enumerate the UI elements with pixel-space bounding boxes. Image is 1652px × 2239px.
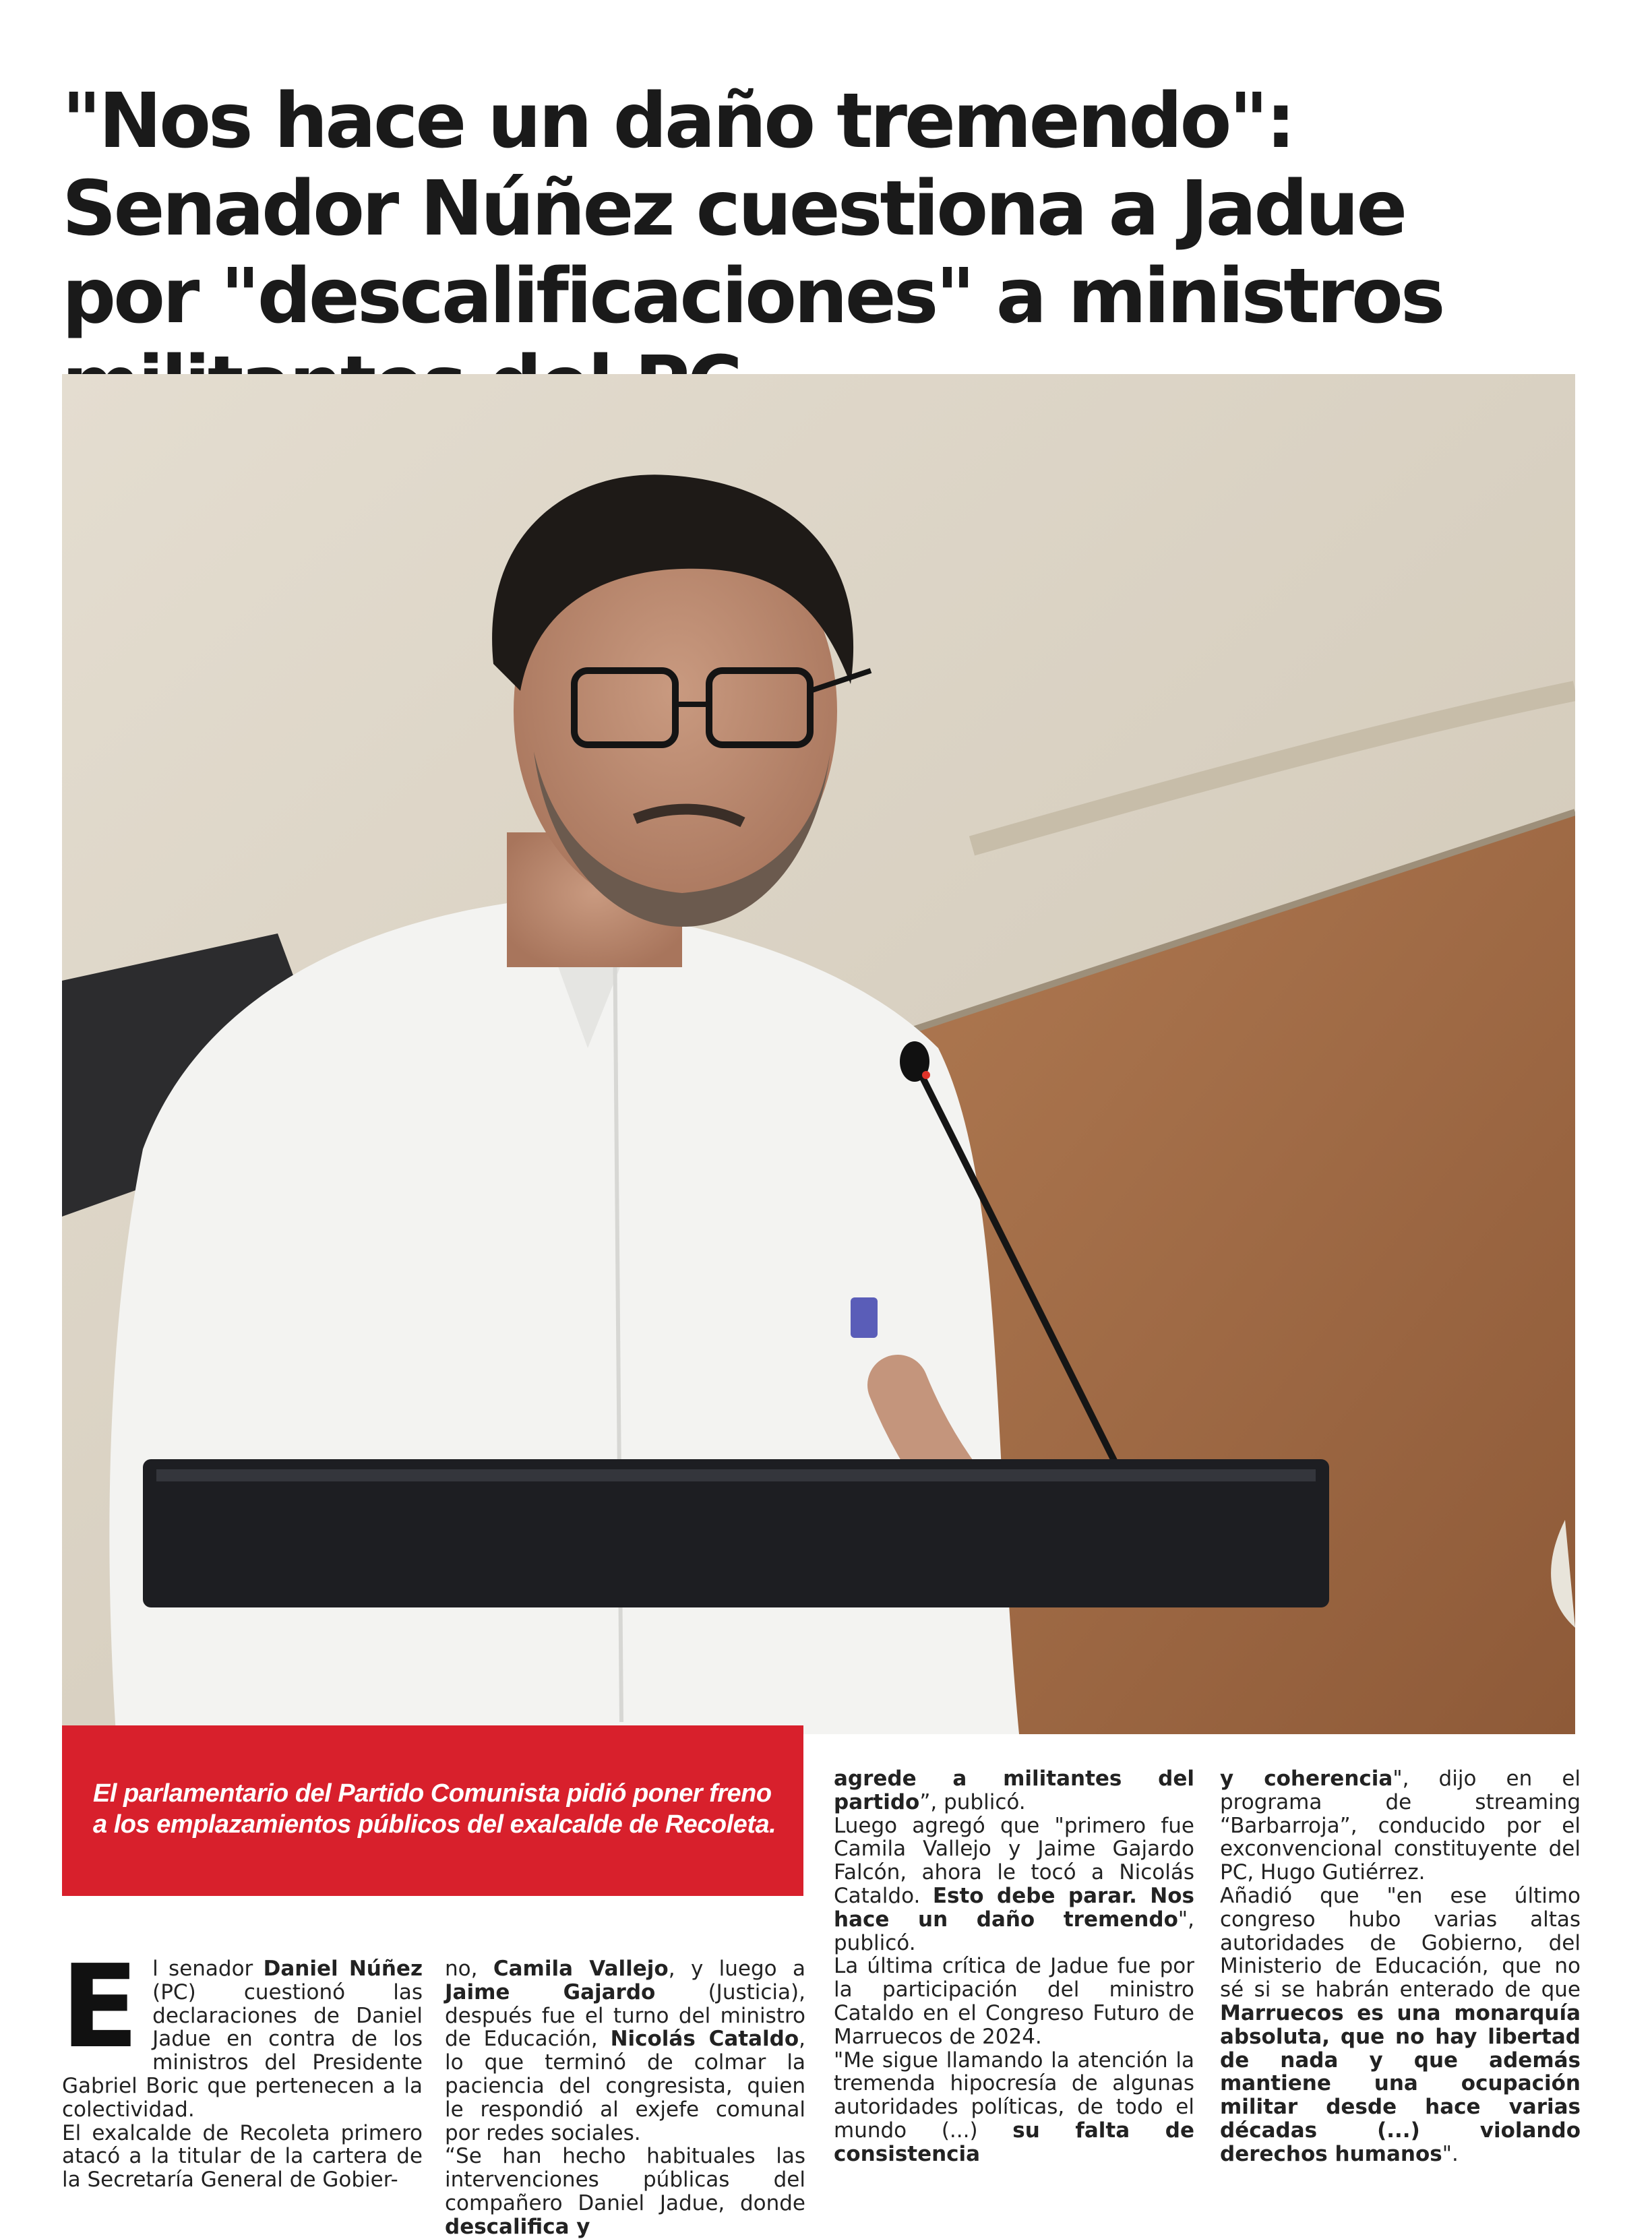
text-run: , lo que terminó de colmar la paciencia del congresista, quien le respondió al exjefe comunal por redes sociales.: [445, 2027, 805, 2145]
article-column-2: [445, 1957, 805, 2239]
paragraph: [834, 1814, 1194, 1955]
bold-name: Nicolás Cataldo: [610, 2027, 799, 2052]
text-run: no,: [445, 1957, 493, 1981]
text-run: , y luego a: [668, 1957, 805, 1981]
headline-line-3: por "descalificaciones" a ministros: [62, 253, 1443, 341]
paragraph: [834, 2049, 1194, 2166]
text-run: (PC) cuestionó las declaraciones de Daniel Jadue en contra de los ministros del Presidente Gabriel Boric que pertenecen a la colectividad.: [62, 1980, 423, 2122]
text-run: “Se han hecho habituales las intervenciones públicas del compañero Daniel Jadue, donde: [445, 2144, 805, 2215]
paragraph: [61, 1940, 423, 2122]
paragraph: El exalcalde de Recoleta primero atacó a la titular de la cartera de la Secretaría General de Gobier-: [62, 2120, 423, 2192]
bold-quote: su falta de consistencia: [834, 2118, 1194, 2166]
text-run: Luego agregó que "primero fue Camila Vallejo y Jaime Gajardo Falcón, ahora le tocó a Nicolás Cataldo.: [834, 1813, 1194, 1908]
text-run: Añadió que "en ese último congreso hubo varias altas autoridades de Gobierno, del Ministerio de Educación, que no sé si se habrán enterado de que: [1220, 1883, 1581, 2002]
bold-quote: Esto debe parar. Nos hace un daño tremendo: [834, 1883, 1194, 1932]
text-run: ", publicó.: [834, 1907, 1194, 1955]
article-column-1: [61, 1940, 423, 2192]
bold-name: Daniel Núñez: [263, 1957, 423, 1981]
text-run: (Justicia), después fue el turno del ministro de Educación,: [445, 1980, 805, 2052]
bold-name: Camila Vallejo: [493, 1957, 669, 1981]
bold-quote: y coherencia: [1220, 1767, 1393, 1791]
article-column-4: [1220, 1767, 1581, 2166]
dropcap: E: [61, 1940, 140, 2074]
senator-photo: [62, 374, 1575, 1734]
paragraph: [445, 1957, 805, 2145]
photo-caption: El parlamentario del Partido Comunista pidió poner freno a los emplazamientos públicos del exalcalde de Recoleta.: [93, 1779, 776, 1839]
bold-name: Jaime Gajardo: [445, 1980, 656, 2004]
paragraph: [834, 1767, 1194, 1814]
bold-quote: Marruecos es una monarquía absoluta, que no hay libertad de nada y que además mantiene una ocupación militar desde hace varias décadas (...) violando derechos humanos: [1220, 2000, 1581, 2166]
text-run: ”, publicó.: [919, 1789, 1026, 1814]
headline-line-1: "Nos hace un daño tremendo":: [62, 78, 1293, 166]
text-run: ".: [1442, 2141, 1459, 2166]
paragraph: [1220, 1767, 1581, 1884]
bold-quote: agrede a militantes del partido: [834, 1767, 1194, 1814]
article-column-3: [834, 1767, 1194, 2166]
paragraph: [445, 2145, 805, 2238]
paragraph: La última crítica de Jadue fue por la participación del ministro Cataldo en el Congreso Futuro de Marruecos de 2024.: [834, 1954, 1194, 2049]
text-run: "Me sigue llamando la atención la tremenda hipocresía de algunas autoridades políticas, de todo el mundo (...): [834, 2048, 1194, 2143]
text-run: l senador: [152, 1957, 264, 1981]
headline-line-2: Senador Núñez cuestiona a Jadue: [62, 165, 1405, 253]
bold-quote: descalifica y: [445, 2214, 590, 2239]
text-run: ", dijo en el programa de streaming “Barbarroja”, conducido por el exconvencional constituyente del PC, Hugo Gutiérrez.: [1220, 1767, 1581, 1885]
photo-caption-box: [62, 1725, 803, 1896]
paragraph: [1220, 1884, 1581, 2166]
